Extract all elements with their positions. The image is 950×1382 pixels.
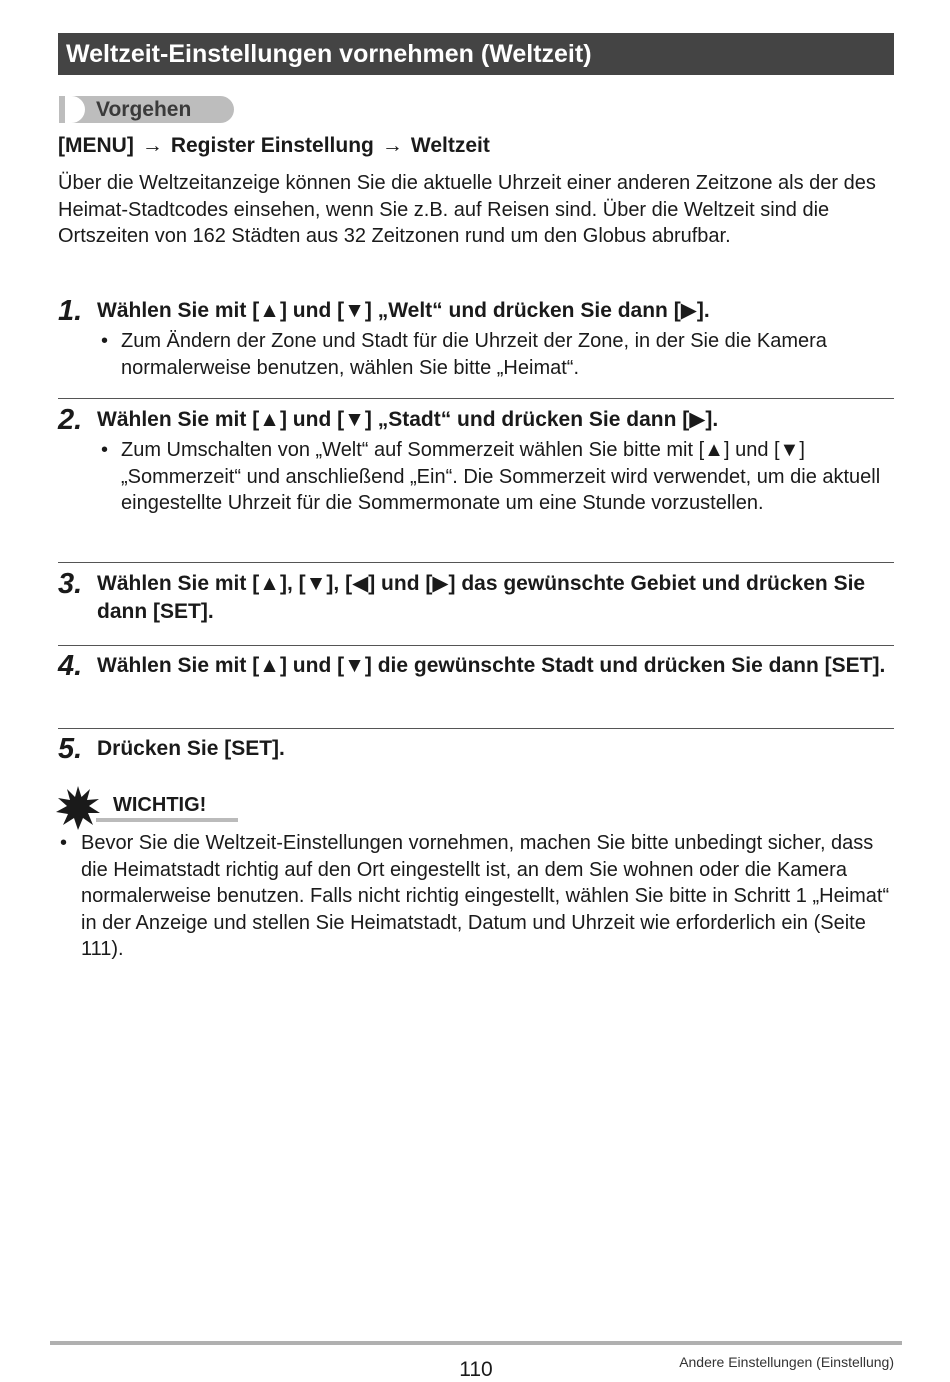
divider bbox=[58, 728, 894, 729]
step-instruction: Wählen Sie mit [▲] und [▼] „Stadt“ und drücken Sie dann [▶]. bbox=[97, 408, 719, 431]
important-note bbox=[58, 830, 898, 963]
divider bbox=[58, 562, 894, 563]
step-note bbox=[99, 328, 894, 381]
important-note-text: Bevor Sie die Weltzeit-Einstellungen vornehmen, machen Sie bitte unbedingt sicher, dass die Heimatstadt richtig auf den Ort eingestellt ist, an dem Sie wohnen oder die Kamera normalerweise benutzen. Falls nicht richtig eingestellt, wählen Sie bitte in Schritt 1 „Heimat“ in der Anzeige und stellen Sie Heimatstadt, Datum und Uhrzeit wie erforderlich ein (Seite 111). bbox=[81, 832, 890, 960]
step-note-text: Zum Umschalten von „Welt“ auf Sommerzeit wählen Sie bitte mit [▲] und [▼] „Sommerzeit“ und anschließend „Ein“. Die Sommerzeit wird verwendet, um die aktuell eingestellte Uhrzeit für die Sommermonate um eine Stunde vorzustellen. bbox=[121, 439, 881, 514]
intro-paragraph: Über die Weltzeitanzeige können Sie die aktuelle Uhrzeit einer anderen Zeitzone als der des Heimat-Stadtcodes einsehen, wenn Sie z.B. auf Reisen sind. Über die Weltzeit sind die Ortszeiten von 162 Städten aus 32 Zeitzonen rund um den Globus abrufbar. bbox=[58, 172, 876, 247]
step-instruction: Wählen Sie mit [▲] und [▼] die gewünschte Stadt und drücken Sie dann [SET]. bbox=[97, 654, 886, 677]
arrow-right-icon: → bbox=[381, 134, 403, 157]
menu-path-menu: [MENU] bbox=[58, 134, 134, 157]
divider bbox=[58, 398, 894, 399]
footer-section-title: Andere Einstellungen (Einstellung) bbox=[679, 1354, 894, 1370]
step-instruction: Wählen Sie mit [▲], [▼], [◀] und [▶] das gewünschte Gebiet und drücken Sie dann [SET]. bbox=[97, 572, 866, 623]
procedure-label: Vorgehen bbox=[96, 98, 192, 121]
step-number: 1. bbox=[58, 295, 83, 327]
warning-burst-icon bbox=[56, 786, 100, 830]
step-number: 5. bbox=[58, 733, 83, 765]
arrow-right-icon: → bbox=[141, 134, 163, 157]
important-label: WICHTIG! bbox=[113, 794, 207, 816]
step-note bbox=[99, 437, 894, 517]
step-number: 4. bbox=[58, 650, 83, 682]
footer-rule bbox=[50, 1341, 902, 1345]
important-underline bbox=[96, 818, 238, 822]
page-title: Weltzeit-Einstellungen vornehmen (Weltzeit) bbox=[58, 33, 894, 75]
step-number: 2. bbox=[58, 404, 83, 436]
step-instruction: Drücken Sie [SET]. bbox=[97, 737, 285, 760]
step-instruction: Wählen Sie mit [▲] und [▼] „Welt“ und drücken Sie dann [▶]. bbox=[97, 299, 710, 322]
procedure-tag bbox=[59, 96, 234, 123]
step-number: 3. bbox=[58, 568, 83, 600]
menu-path-weltzeit: Weltzeit bbox=[410, 134, 490, 157]
bullet-icon: • bbox=[101, 330, 109, 352]
menu-path-register: Register Einstellung bbox=[170, 134, 374, 157]
menu-path bbox=[58, 132, 490, 160]
step-note-text: Zum Ändern der Zone und Stadt für die Uhrzeit der Zone, in der Sie die Kamera normalerweise benutzen, wählen Sie bitte „Heimat“. bbox=[121, 330, 827, 379]
bullet-icon: • bbox=[101, 439, 109, 461]
procedure-marker-icon bbox=[65, 96, 85, 123]
page-number: 110 bbox=[459, 1358, 493, 1381]
divider bbox=[58, 645, 894, 646]
bullet-icon: • bbox=[60, 832, 68, 854]
